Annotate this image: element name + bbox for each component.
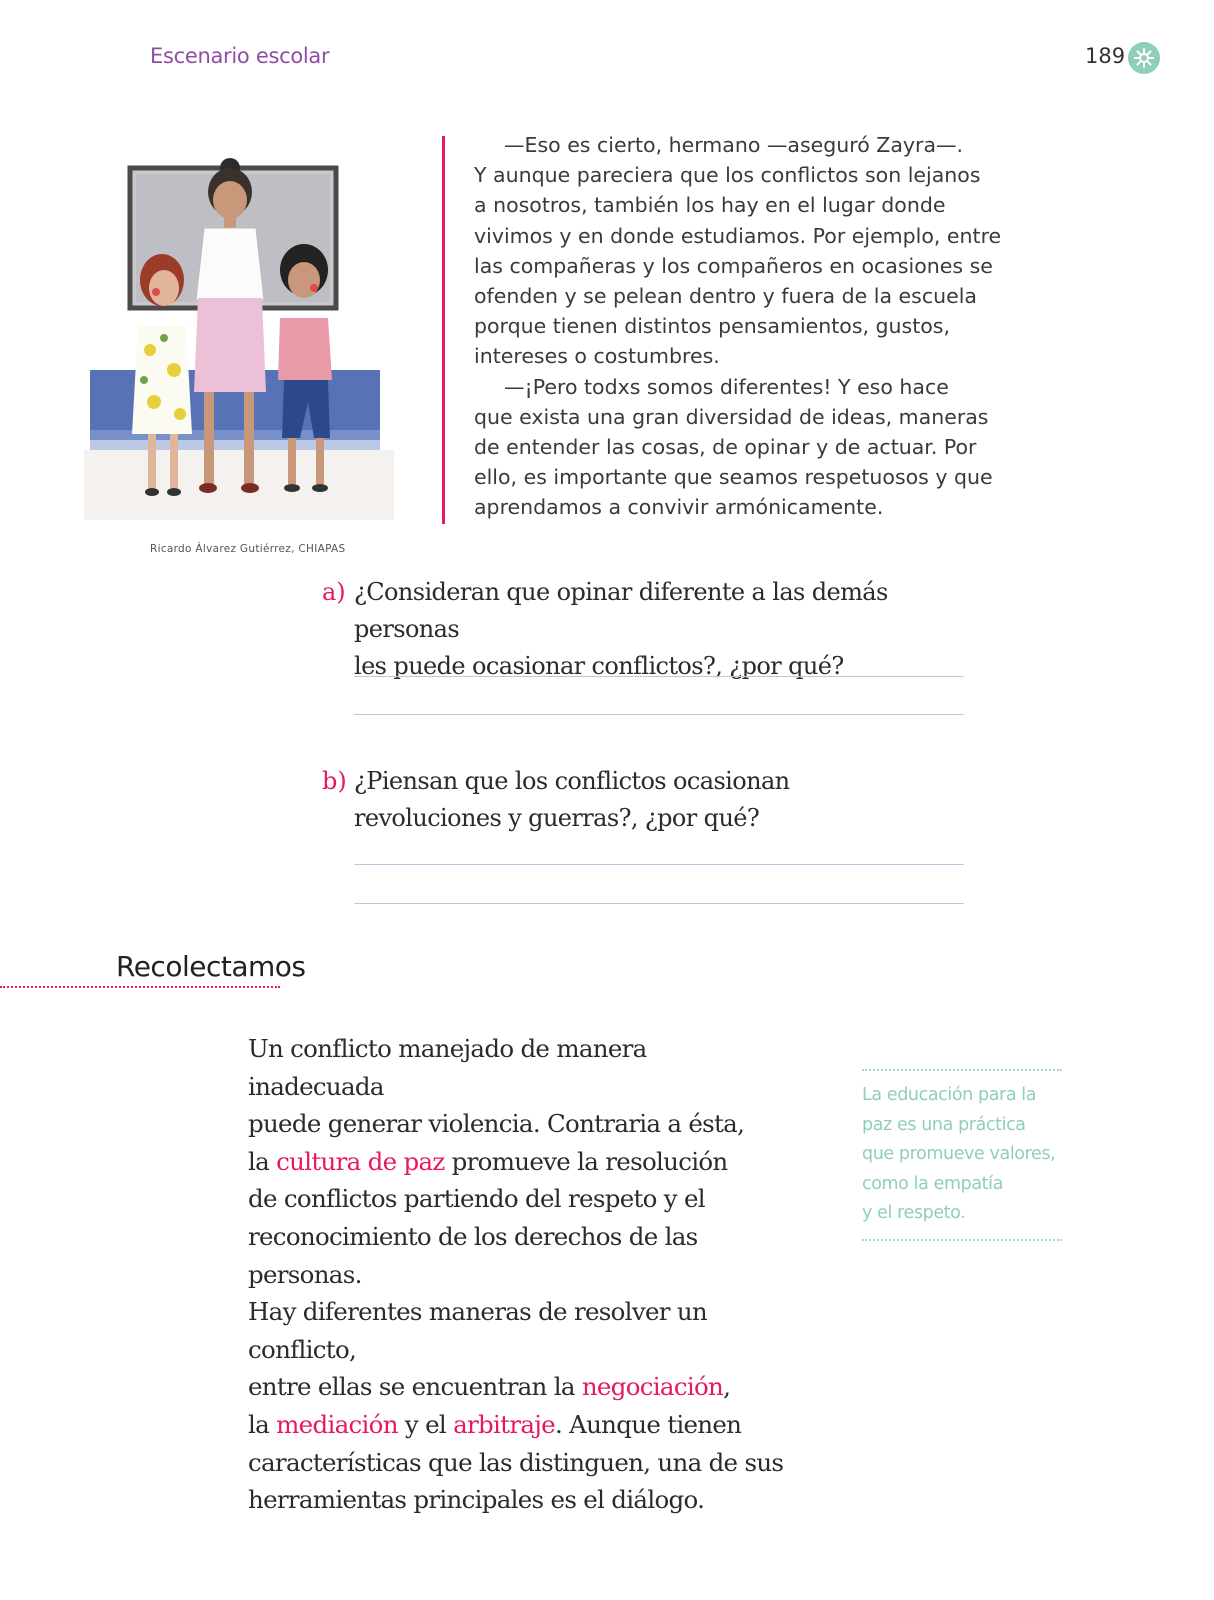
term-mediacion: mediación: [276, 1409, 398, 1439]
body-line: la mediación y el arbitraje. Aunque tienen: [248, 1409, 742, 1439]
dialogue-line: Y aunque pareciera que los conflictos son lejanos: [474, 163, 981, 188]
question-marker: b): [322, 767, 347, 795]
dialogue-line: ofenden y se pelean dentro y fuera de la escuela: [474, 284, 977, 309]
sidenote-box: [862, 1069, 1062, 1241]
section-header: Escenario escolar: [150, 44, 330, 68]
quote-rule: [442, 136, 445, 524]
body-line: Hay diferentes maneras de resolver un conflicto,: [248, 1297, 708, 1364]
page-number: 189: [1085, 44, 1126, 68]
dialogue-line: intereses o costumbres.: [474, 344, 720, 369]
body-line: características que las distinguen, una de sus: [248, 1447, 784, 1477]
question-text: ¿Consideran que opinar diferente a las demás personas: [354, 578, 888, 643]
body-line: reconocimiento de los derechos de las personas.: [248, 1221, 698, 1289]
dialogue-line: porque tienen distintos pensamientos, gustos,: [474, 314, 950, 339]
term-negociacion: negociación: [581, 1372, 724, 1402]
section-title: Recolectamos: [116, 950, 306, 983]
illustration-teacher-and-girls: [84, 130, 394, 530]
question-a: [322, 574, 962, 685]
question-text: les puede ocasionar conflictos?, ¿por qué?: [354, 652, 844, 680]
body-line: Un conflicto manejado de manera inadecuada: [248, 1034, 647, 1101]
dialogue-line: a nosotros, también los hay en el lugar donde: [474, 193, 946, 218]
illustration-credit: Ricardo Álvarez Gutiérrez, CHIAPAS: [150, 543, 346, 555]
dialogue-line: ello, es importante que seamos respetuosos y que: [474, 465, 993, 490]
answer-line[interactable]: [354, 714, 964, 715]
question-marker: a): [322, 578, 346, 606]
dialogue-text: [474, 130, 1014, 523]
body-line: entre ellas se encuentran la negociación,: [248, 1372, 731, 1402]
term-arbitraje: arbitraje: [453, 1409, 555, 1439]
answer-line[interactable]: [354, 903, 964, 904]
sidenote-line: como la empatía: [862, 1173, 1003, 1194]
body-paragraph: [248, 1030, 788, 1519]
credit-state: CHIAPAS: [298, 543, 346, 555]
flower-icon: [1128, 42, 1160, 74]
dialogue-line: —Eso es cierto, hermano —aseguró Zayra—.: [504, 133, 964, 157]
question-text: revoluciones y guerras?, ¿por qué?: [354, 804, 760, 832]
sidenote-line: y el respeto.: [862, 1203, 966, 1223]
dialogue-line: aprendamos a convivir armónicamente.: [474, 495, 884, 520]
sidenote-line: que promueve valores,: [862, 1144, 1056, 1164]
term-cultura-de-paz: cultura de paz: [276, 1146, 445, 1176]
sidenote-line: La educación para la: [862, 1085, 1037, 1105]
body-line: puede generar violencia. Contraria a ésta,: [248, 1109, 745, 1139]
answer-line[interactable]: [354, 676, 964, 677]
dialogue-line: de entender las cosas, de opinar y de actuar. Por: [474, 435, 977, 460]
answer-line[interactable]: [354, 864, 964, 865]
question-text: ¿Piensan que los conflictos ocasionan: [354, 767, 790, 795]
body-line: la cultura de paz promueve la resolución: [248, 1146, 728, 1176]
sidenote-line: paz es una práctica: [862, 1114, 1026, 1135]
question-b: [322, 763, 962, 837]
dialogue-line: las compañeras y los compañeros en ocasiones se: [474, 253, 993, 278]
dialogue-line: que exista una gran diversidad de ideas, maneras: [474, 404, 989, 429]
body-line: de conflictos partiendo del respeto y el: [248, 1184, 705, 1214]
dialogue-line: —¡Pero todxs somos diferentes! Y eso hace: [504, 374, 949, 399]
dialogue-line: vivimos y en donde estudiamos. Por ejemplo, entre: [474, 223, 1002, 248]
body-line: herramientas principales es el diálogo.: [248, 1485, 705, 1515]
section-underline: [0, 986, 280, 988]
